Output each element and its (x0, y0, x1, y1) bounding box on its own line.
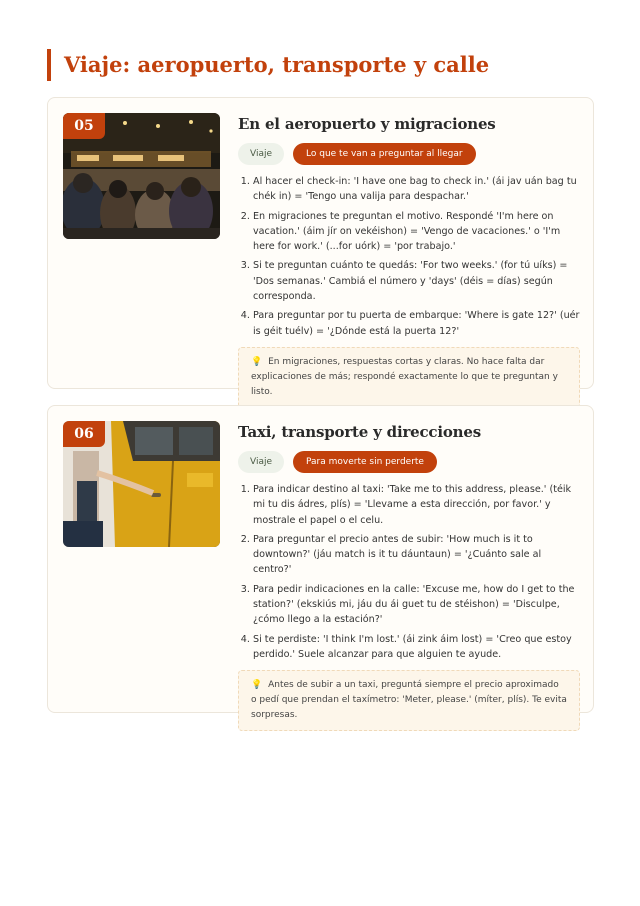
level-tag: Viaje (238, 143, 284, 165)
section-card-taxi (47, 405, 594, 721)
yellow-taxi-photo (63, 421, 220, 547)
section-content (238, 421, 580, 731)
lightbulb-icon: 💡 (251, 356, 263, 367)
tips-list (238, 482, 580, 662)
topic-tag: Lo que te van a preguntar al llegar (293, 143, 476, 165)
list-item: 2. En migraciones te preguntan el motivo. Respondé 'I'm here on vacation.' (áim jír on vekéishon) = 'Vengo de vacaciones.' o 'I'm here for work.' (...for uórk) = 'por trabajo.' (253, 209, 580, 255)
list-item: 2. Para preguntar el precio antes de subir: 'How much is it to downtown?' (jáu match is it tu dáuntaun) = '¿Cuánto sale al centro?' (253, 532, 580, 578)
tip-note-text: En migraciones, respuestas cortas y claras. No hace falta dar explicaciones de más; respondé exactamente lo que te preguntan y listo. (251, 356, 558, 397)
section-number-badge: 06 (63, 421, 105, 447)
topic-tag: Para moverte sin perderte (293, 451, 437, 473)
level-tag: Viaje (238, 451, 284, 473)
list-item: 3. Para pedir indicaciones en la calle: 'Excuse me, how do I get to the station?' (ekskiús mi, jáu du ái guet tu de stéishon) = 'Disculpe, ¿cómo llego a la estación?' (253, 582, 580, 628)
list-item: 4. Si te perdiste: 'I think I'm lost.' (ái zink áim lost) = 'Creo que estoy perdido.' Suele alcanzar para que alguien te ayude. (253, 632, 580, 663)
airport-crowd-photo (63, 113, 220, 239)
lightbulb-icon: 💡 (251, 680, 263, 691)
tip-note (238, 670, 580, 731)
tag-row (238, 143, 580, 165)
section-card-airport (47, 97, 594, 397)
section-title: Taxi, transporte y direcciones (238, 423, 481, 441)
tip-note (238, 347, 580, 408)
page-title: Viaje: aeropuerto, transporte y calle (47, 49, 489, 81)
list-item: 1. Para indicar destino al taxi: 'Take me to this address, please.' (téik mi tu dis ádres, plís) = 'Llevame a esta dirección, por favor.' y mostrale el papel o el celu. (253, 482, 580, 528)
tag-row (238, 451, 580, 473)
list-item: 1. Al hacer el check-in: 'I have one bag to check in.' (ái jav uán bag tu chék in) = 'Tengo una valija para despachar.' (253, 174, 580, 205)
list-item: 3. Si te preguntan cuánto te quedás: 'For two weeks.' (for tú uíks) = 'Dos semanas.' Cambiá el número y 'days' (déis = días) según corresponda. (253, 258, 580, 304)
section-number-badge: 05 (63, 113, 105, 139)
tips-list (238, 174, 580, 339)
section-content (238, 113, 580, 408)
section-title: En el aeropuerto y migraciones (238, 115, 496, 133)
list-item: 4. Para preguntar por tu puerta de embarque: 'Where is gate 12?' (uér is géit tuélv) = '¿Dónde está la puerta 12?' (253, 308, 580, 339)
tip-note-text: Antes de subir a un taxi, preguntá siempre el precio aproximado o pedí que prendan el taxímetro: 'Meter, please.' (míter, plís). Te evita sorpresas. (251, 680, 567, 721)
